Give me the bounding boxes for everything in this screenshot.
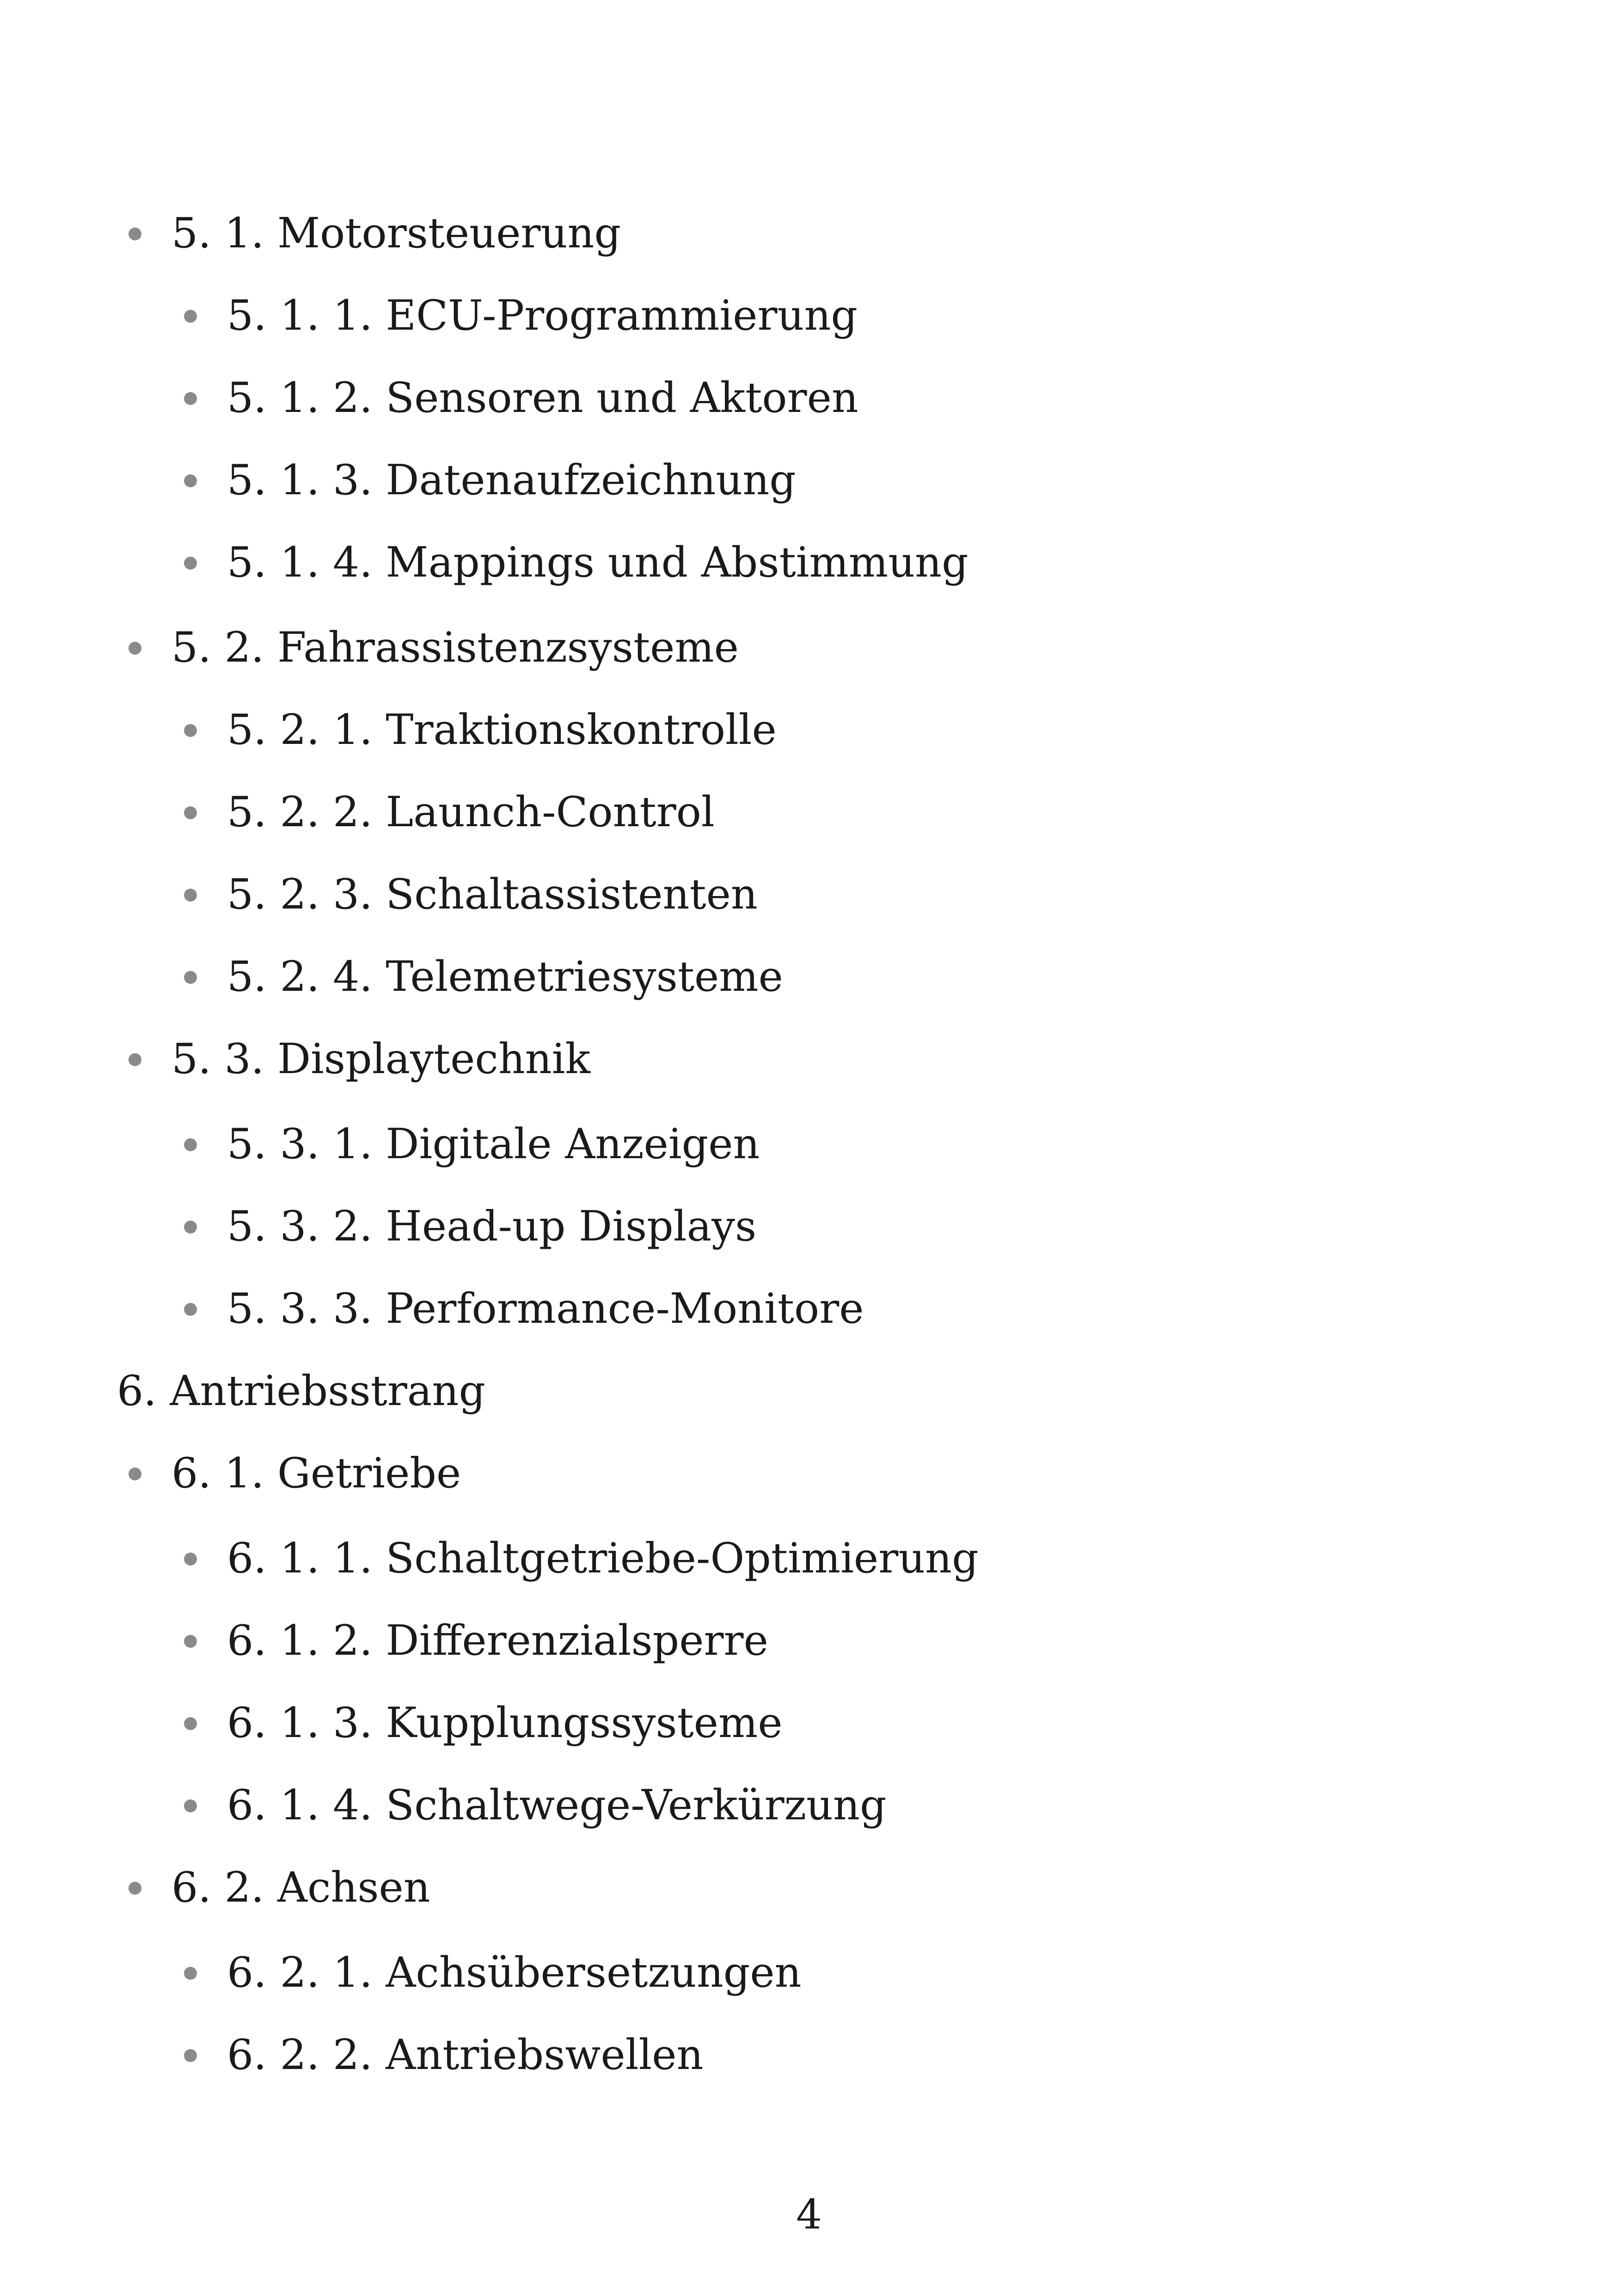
bullet-icon <box>129 1882 141 1895</box>
bullet-icon <box>129 227 141 240</box>
bullet-icon <box>184 392 197 405</box>
bullet-icon <box>184 1303 197 1316</box>
toc-entry-text: 6. 1. Getriebe <box>172 1449 461 1498</box>
toc-entry-text: 6. 1. 3. Kupplungssysteme <box>227 1699 783 1747</box>
bullet-icon <box>184 806 197 819</box>
toc-entry-text: 5. 3. 2. Head-up Displays <box>227 1202 757 1251</box>
bullet-icon <box>129 642 141 655</box>
toc-entry-text: 6. Antriebsstrang <box>117 1367 486 1415</box>
bullet-icon <box>184 310 197 323</box>
toc-entry-text: 6. 2. 1. Achsübersetzungen <box>227 1948 802 1997</box>
toc-entry-text: 5. 2. 3. Schaltassistenten <box>227 870 758 919</box>
toc-entry-level-2 <box>184 1283 864 1334</box>
toc-entry-level-0 <box>117 1366 485 1417</box>
toc-entry-level-2 <box>184 1119 760 1170</box>
bullet-icon <box>184 724 197 737</box>
toc-entry-text: 6. 1. 4. Schaltwege-Verkürzung <box>227 1781 887 1829</box>
bullet-icon <box>184 1221 197 1234</box>
toc-entry-text: 5. 1. 1. ECU-Programmierung <box>227 291 858 340</box>
bullet-icon <box>184 1553 197 1565</box>
toc-entry-level-2 <box>184 1533 979 1584</box>
bullet-icon <box>184 1635 197 1648</box>
toc-entry-level-2 <box>184 1615 768 1666</box>
bullet-icon <box>184 971 197 984</box>
toc-entry-text: 5. 2. Fahrassistenzsysteme <box>172 623 739 672</box>
bullet-icon <box>184 1717 197 1730</box>
toc-entry-text: 5. 3. 3. Performance-Monitore <box>227 1284 864 1333</box>
bullet-icon <box>129 1053 141 1066</box>
toc-entry-level-2 <box>184 787 715 838</box>
toc-entry-text: 5. 1. 2. Sensoren und Aktoren <box>227 374 858 422</box>
bullet-icon <box>129 1467 141 1480</box>
toc-entry-level-2 <box>184 869 758 920</box>
toc-entry-level-1 <box>129 208 621 259</box>
bullet-icon <box>184 1799 197 1812</box>
toc-entry-text: 5. 2. 4. Telemetriesysteme <box>227 952 783 1001</box>
toc-entry-text: 5. 1. 3. Datenaufzeichnung <box>227 456 796 504</box>
toc-entry-text: 6. 1. 1. Schaltgetriebe-Optimierung <box>227 1534 979 1583</box>
toc-entry-text: 6. 2. 2. Antriebswellen <box>227 2031 704 2079</box>
bullet-icon <box>184 474 197 487</box>
toc-entry-level-2 <box>184 705 777 755</box>
toc-entry-level-1 <box>129 1448 461 1499</box>
toc-entry-text: 6. 1. 2. Differenzialsperre <box>227 1616 768 1665</box>
bullet-icon <box>184 1967 197 1980</box>
toc-entry-text: 5. 1. Motorsteuerung <box>172 209 621 258</box>
bullet-icon <box>184 2049 197 2062</box>
toc-entry-level-1 <box>129 622 739 673</box>
bullet-icon <box>184 557 197 570</box>
toc-entry-text: 5. 3. Displaytechnik <box>172 1035 591 1083</box>
toc-entry-level-2 <box>184 373 858 424</box>
toc-entry-level-2 <box>184 1698 783 1749</box>
toc-entry-level-1 <box>129 1034 590 1085</box>
toc-entry-level-2 <box>184 952 783 1002</box>
page-number: 4 <box>796 2191 822 2238</box>
toc-entry-level-2 <box>184 1201 756 1252</box>
toc-entry-level-2 <box>184 1780 887 1831</box>
bullet-icon <box>184 1138 197 1151</box>
toc-entry-text: 5. 1. 4. Mappings und Abstimmung <box>227 538 968 587</box>
toc-entry-level-2 <box>184 290 858 341</box>
toc-entry-level-1 <box>129 1862 430 1913</box>
bullet-icon <box>184 889 197 902</box>
toc-entry-level-2 <box>184 455 796 506</box>
toc-entry-level-2 <box>184 2030 704 2081</box>
toc-entry-text: 6. 2. Achsen <box>172 1863 430 1912</box>
toc-entry-text: 5. 3. 1. Digitale Anzeigen <box>227 1120 760 1168</box>
toc-entry-level-2 <box>184 1947 802 1998</box>
toc-entry-text: 5. 2. 1. Traktionskontrolle <box>227 706 777 754</box>
toc-entry-text: 5. 2. 2. Launch-Control <box>227 788 715 836</box>
toc-entry-level-2 <box>184 537 968 588</box>
